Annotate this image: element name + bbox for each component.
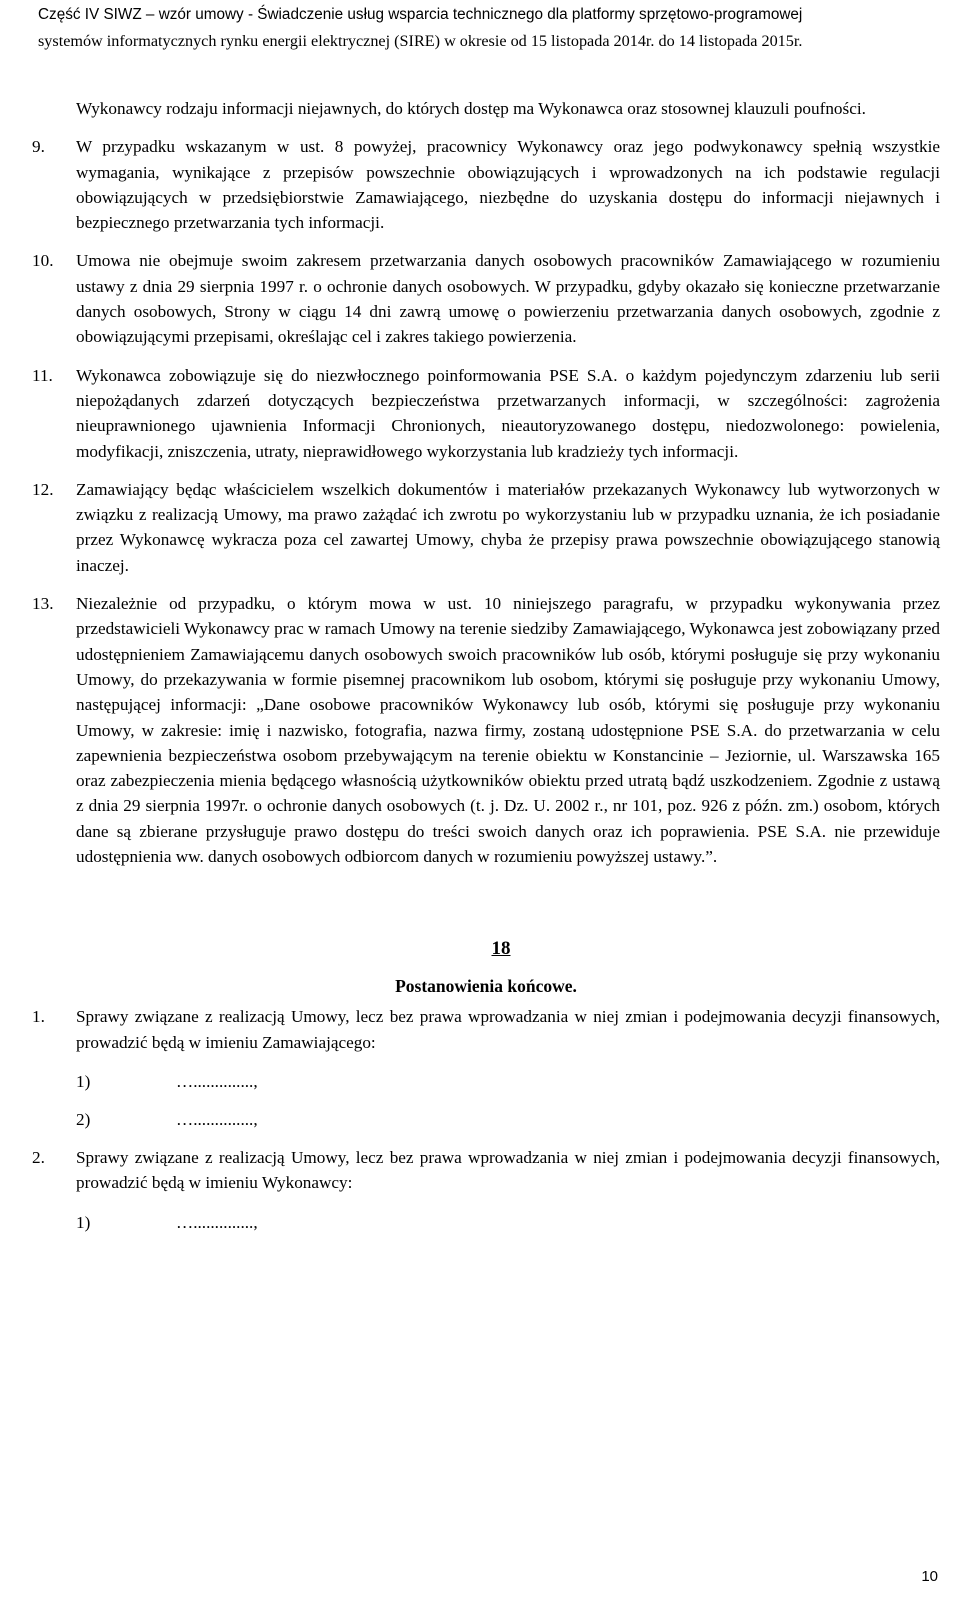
clause-number: 13.: [32, 594, 54, 614]
clause-text: Sprawy związane z realizacją Umowy, lecz bez prawa wprowadzania w niej zmian i podejmowania decyzji finansowych, prowadzić będą w imieniu Zamawiającego:: [76, 1007, 940, 1052]
section-title: Postanowienia końcowe.: [395, 976, 577, 997]
clause-number: 2.: [32, 1147, 45, 1167]
list-item: [76, 1107, 940, 1145]
list-item: [76, 1069, 940, 1107]
clause-text: Zamawiający będąc właścicielem wszelkich dokumentów i materiałów przekazanych Wykonawcy lub wytworzonych w związku z realizacją Umowy, ma prawo zażądać ich zwrotu po wykorzystaniu lub w przypadku uznania, że ich posiadanie przez Wykonawcę wykracza poza cel zawartej Umowy, chyba że przepisy prawa powszechnie obowiązującego stanowią inaczej.: [76, 479, 940, 575]
clause-text: Umowa nie obejmuje swoim zakresem przetwarzania danych osobowych pracowników Zamawiającego w rozumieniu ustawy z dnia 29 sierpnia 1997 r. o ochronie danych osobowych. W przypadku, gdyby okazało się konieczne przetwarzanie danych osobowych, Strony w ciągu 14 dni zawrą umowę o powierzeniu przetwarzania danych osobowych, zgodnie z obowiązującymi przepisami, określając cel i zakres takiego powierzenia.: [76, 251, 940, 347]
header-line-1: Część IV SIWZ – wzór umowy - Świadczenie usług wsparcia technicznego dla platformy sprzętowo-programowej: [38, 6, 803, 23]
intro-text: Wykonawcy rodzaju informacji niejawnych, do których dostęp ma Wykonawca oraz stosownej klauzuli poufności.: [76, 99, 866, 118]
document-header: [38, 2, 948, 54]
final-clause-2: [32, 1145, 940, 1196]
clause-12: [32, 477, 940, 578]
intro-paragraph: [32, 96, 940, 121]
subitem-placeholder: …..............,: [176, 1212, 258, 1232]
subitem-number: 1): [76, 1071, 91, 1091]
subitem-placeholder: …..............,: [176, 1109, 258, 1129]
clause-text: Wykonawca zobowiązuje się do niezwłocznego poinformowania PSE S.A. o każdym pojedynczym zdarzeniu lub serii niepożądanych zdarzeń dotyczących bezpieczeństwa przetwarzanych informacji, w szczególności: zagrożenia nieuprawnionego ujawnienia Informacji Chronionych, nieautoryzowanego dostępu, niedozwolonego: powielenia, modyfikacji, zniszczenia, utraty, nieprawidłowego wykorzystania lub kradzieży tych informacji.: [76, 365, 940, 461]
page-number: 10: [921, 1568, 938, 1585]
clause-text: W przypadku wskazanym w ust. 8 powyżej, pracownicy Wykonawcy oraz jego podwykonawcy spełnią wszystkie wymagania, wynikające z przepisów powszechnie obowiązujących i wprowadzonych na ich podstawie regulacji obowiązujących w przedsiębiorstwie Zamawiającego, niezbędne do uzyskania dostępu do informacji niejawnych i bezpiecznego przetwarzania tych informacji.: [76, 137, 940, 233]
page-body: [32, 96, 940, 1248]
clause-number: 10.: [32, 251, 54, 271]
subitem-placeholder: …..............,: [176, 1071, 258, 1091]
clause-text: Sprawy związane z realizacją Umowy, lecz bez prawa wprowadzania w niej zmian i podejmowania decyzji finansowych, prowadzić będą w imieniu Wykonawcy:: [76, 1147, 940, 1193]
subitem-number: 1): [76, 1212, 91, 1232]
header-line-2: systemów informatycznych rynku energii elektrycznej (SIRE) w okresie od 15 listopada 2014r. do 14 listopada 2015r.: [38, 32, 803, 50]
clause-number: 1.: [32, 1007, 45, 1027]
section-number: 18: [491, 938, 511, 960]
clause-10: [32, 248, 940, 349]
clause-number: 9.: [32, 137, 45, 157]
clause-number: 12.: [32, 479, 54, 499]
final-clause-1: [32, 1004, 940, 1055]
clause-13: [32, 591, 940, 869]
clause-number: 11.: [32, 365, 53, 385]
clause-9: [32, 134, 940, 235]
clause-11: [32, 363, 940, 464]
clause-text: Niezależnie od przypadku, o którym mowa w ust. 10 niniejszego paragrafu, w przypadku wykonywania przez przedstawicieli Wykonawcy prac w ramach Umowy na terenie siedziby Zamawiającego, Wykonawca jest zobowiązany przed udostępnieniem Zamawiającemu danych osobowych swoich pracowników lub osób, którymi posługuje się przy wykonaniu Umowy, do przekazywania w formie pisemnej pracownikom lub osobom, którymi się posługuje przy wykonaniu Umowy, następującej informacji: „Dane osobowe pracowników Wykonawcy lub osób, którymi się posługuje przy wykonaniu Umowy, w zakresie: imię i nazwisko, fotografia, nazwa firmy, zostaną udostępnione PSE S.A. do przetwarzania w celu zapewnienia bezpieczeństwa osobom przebywającym na terenie obiektu w Konstancinie – Jeziornie, ul. Warszawska 165 oraz zabezpieczenia mienia będącego własnością użytkowników obiektu przed utratą bądź uszkodzeniem. Zgodnie z ustawą z dnia 29 sierpnia 1997r. o ochronie danych osobowych (t. j. Dz. U. 2002 r., nr 101, poz. 926 z późn. zm.) osobom, których dane są zbierane przysługuje prawo dostępu do treści swoich danych oraz ich poprawienia. PSE S.A. nie przewiduje udostępnienia ww. danych osobowych odbiorcom danych w rozumieniu powyższej ustawy.”.: [76, 594, 940, 867]
list-item: [76, 1210, 940, 1248]
subitem-number: 2): [76, 1109, 91, 1129]
